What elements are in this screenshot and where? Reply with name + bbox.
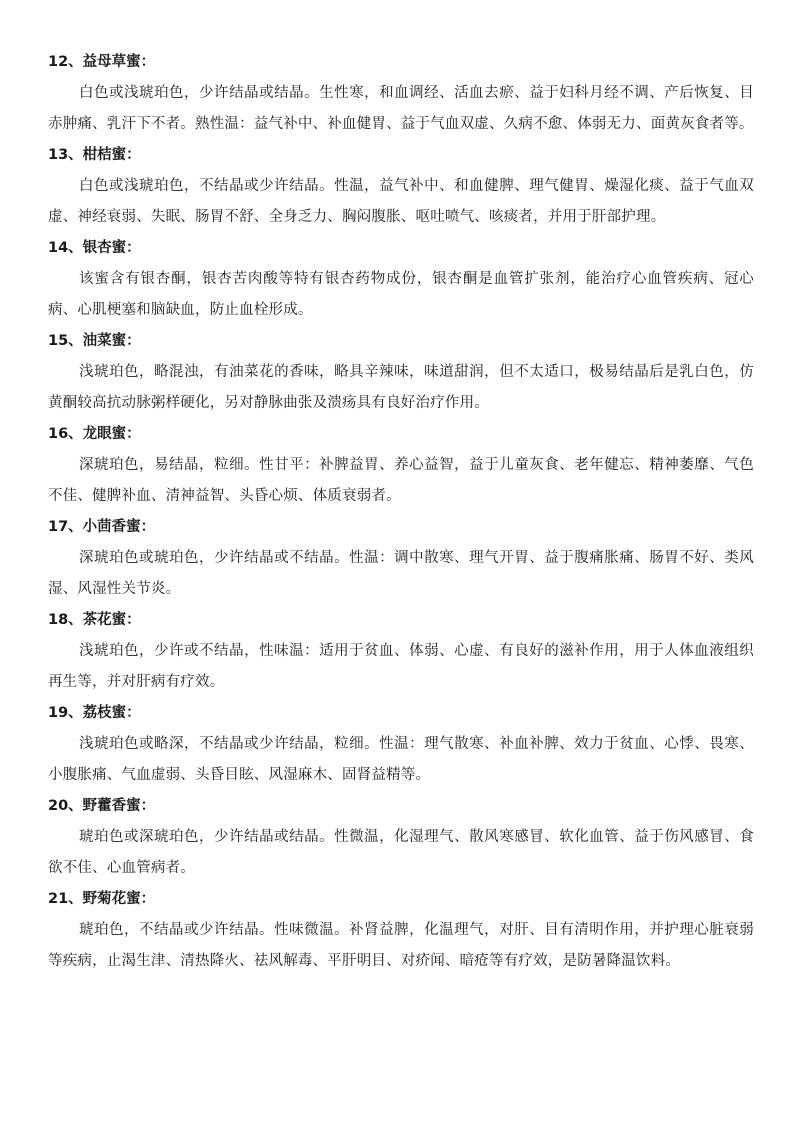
- entry-17: [48, 512, 754, 605]
- entry-body: 琥珀色，不结晶或少许结晶。性味微温。补肾益脾，化温理气，对肝、目有清明作用，并护理心脏衰弱等疾病，止渴生津、清热降火、祛风解毒、平肝明目、对疥闻、暗疮等有疗效，是防暑降温饮料。: [48, 922, 754, 969]
- entry-heading: 14、银杏蜜：: [48, 240, 141, 256]
- entry-body: 深琥珀色，易结晶，粒细。性甘平：补脾益胃、养心益智，益于儿童灰食、老年健忘、精神萎靡、气色不佳、健脾补血、清神益智、头昏心烦、体质衰弱者。: [48, 457, 754, 504]
- entry-heading: 12、益母草蜜：: [48, 54, 156, 70]
- entry-15: [48, 326, 754, 419]
- entry-21: [48, 884, 754, 977]
- entry-heading: 20、野藿香蜜：: [48, 798, 156, 814]
- entry-heading: 16、龙眼蜜：: [48, 426, 141, 442]
- entry-body: 琥珀色或深琥珀色，少许结晶或结晶。性微温，化湿理气、散风寒感冒、软化血管、益于伤风感冒、食欲不佳、心血管病者。: [48, 829, 754, 876]
- entry-body: 该蜜含有银杏酮，银杏苦肉酸等特有银杏药物成份，银杏酮是血管扩张剂，能治疗心血管疾病、冠心病、心肌梗塞和脑缺血，防止血栓形成。: [48, 271, 754, 318]
- entry-19: [48, 698, 754, 791]
- entry-heading: 17、小茴香蜜：: [48, 519, 156, 535]
- entry-heading: 19、荔枝蜜：: [48, 705, 141, 721]
- entry-heading: 13、柑桔蜜：: [48, 147, 141, 163]
- entry-heading: 18、茶花蜜：: [48, 612, 141, 628]
- entry-14: [48, 233, 754, 326]
- entry-body: 浅琥珀色或略深，不结晶或少许结晶，粒细。性温：理气散寒、补血补脾、效力于贫血、心悸、畏寒、小腹胀痛、气血虚弱、头昏目眩、风湿麻木、固肾益精等。: [48, 736, 754, 783]
- entry-body: 白色或浅琥珀色，不结晶或少许结晶。性温，益气补中、和血健脾、理气健胃、燥湿化痰、益于气血双虚、神经衰弱、失眠、肠胃不舒、全身乏力、胸闷腹胀、呕吐喷气、咳痰者，并用于肝部护理。: [48, 178, 754, 225]
- entry-16: [48, 419, 754, 512]
- entry-20: [48, 791, 754, 884]
- entry-body: 深琥珀色或琥珀色，少许结晶或不结晶。性温：调中散寒、理气开胃、益于腹痛胀痛、肠胃不好、类风湿、风湿性关节炎。: [48, 550, 754, 597]
- document-page: [48, 47, 754, 977]
- entry-body: 浅琥珀色，少许或不结晶，性味温：适用于贫血、体弱、心虚、有良好的滋补作用，用于人体血液组织再生等，并对肝病有疗效。: [48, 643, 754, 690]
- entry-heading: 21、野菊花蜜：: [48, 891, 156, 907]
- entry-heading: 15、油菜蜜：: [48, 333, 141, 349]
- entry-body: 白色或浅琥珀色，少许结晶或结晶。生性寒，和血调经、活血去瘀、益于妇科月经不调、产后恢复、目赤肿痛、乳汗下不者。熟性温：益气补中、补血健胃、益于气血双虚、久病不愈、体弱无力、面黄灰食者等。: [48, 85, 754, 132]
- entry-13: [48, 140, 754, 233]
- entry-18: [48, 605, 754, 698]
- entry-body: 浅琥珀色，略混浊，有油菜花的香味，略具辛辣味，味道甜润，但不太适口，极易结晶后是乳白色，仿黄酮较高抗动脉粥样硬化，另对静脉曲张及溃疡具有良好治疗作用。: [48, 364, 754, 411]
- entry-12: [48, 47, 754, 140]
